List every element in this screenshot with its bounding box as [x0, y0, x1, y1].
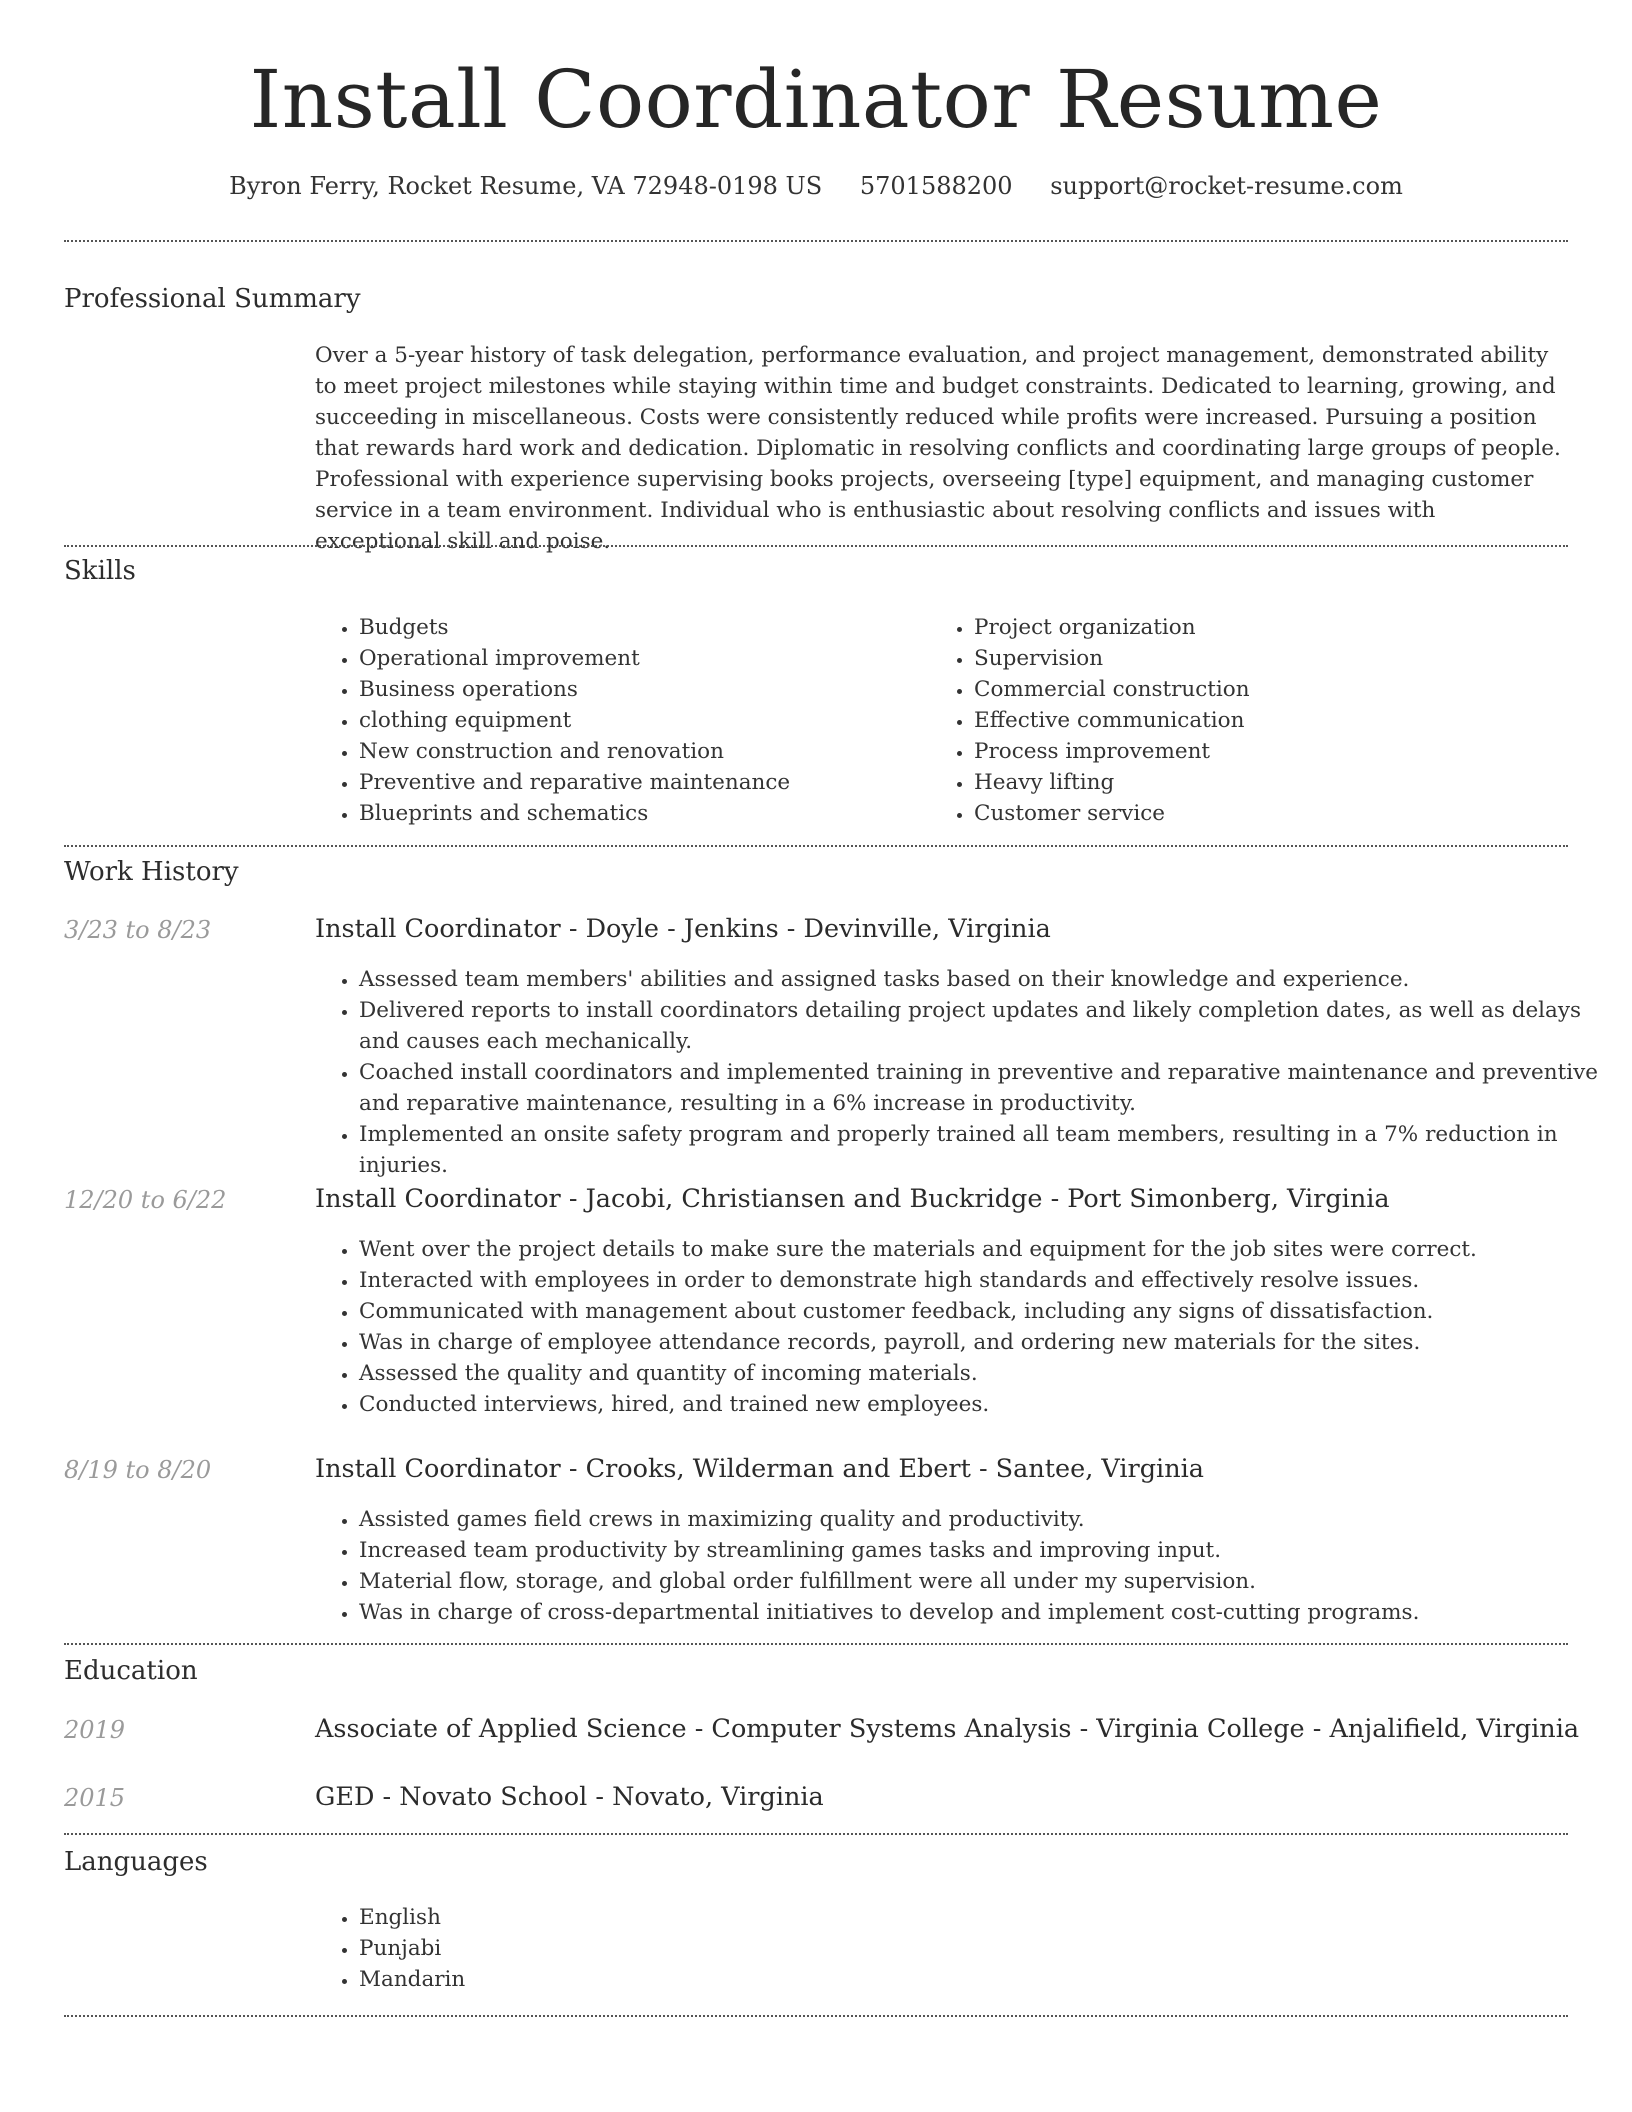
job-bullet: • Assisted games field crews in maximizing quality and productivity.	[359, 1504, 1619, 1535]
skills-list-left	[315, 612, 919, 829]
divider	[64, 845, 1568, 847]
skill-item: • Process improvement	[974, 736, 1574, 767]
contact-email: support@rocket-resume.com	[1050, 172, 1403, 200]
divider	[64, 2015, 1568, 2017]
job-bullet: • Increased team productivity by streamlining games tasks and improving input.	[359, 1535, 1619, 1566]
job-bullets	[315, 1504, 1619, 1628]
summary-heading: Professional Summary	[64, 284, 361, 314]
contact-phone: 5701588200	[859, 172, 1013, 200]
education-year: 2019	[64, 1716, 126, 1744]
job-bullet: • Assessed the quality and quantity of incoming materials.	[359, 1358, 1619, 1389]
divider	[64, 545, 1568, 547]
job-bullet: • Went over the project details to make sure the materials and equipment for the job sites were correct.	[359, 1234, 1619, 1265]
job-bullet: • Coached install coordinators and implemented training in preventive and reparative maintenance and preventive and reparative maintenance, resulting in a 6% increase in productivity.	[359, 1057, 1619, 1119]
job-bullet: • Interacted with employees in order to demonstrate high standards and effectively resolve issues.	[359, 1265, 1619, 1296]
job-title: Install Coordinator - Crooks, Wilderman and Ebert - Santee, Virginia	[315, 1454, 1204, 1484]
job-dates: 12/20 to 6/22	[64, 1186, 227, 1214]
languages-list	[315, 1902, 959, 1995]
work-history-heading: Work History	[64, 857, 239, 887]
skill-item: • Blueprints and schematics	[359, 798, 919, 829]
language-item: • Mandarin	[359, 1964, 959, 1995]
skills-heading: Skills	[64, 556, 136, 586]
skill-item: • Supervision	[974, 643, 1574, 674]
languages-heading: Languages	[64, 1847, 208, 1877]
education-title: GED - Novato School - Novato, Virginia	[315, 1782, 824, 1812]
skill-item: • Customer service	[974, 798, 1574, 829]
skill-item: • Heavy lifting	[974, 767, 1574, 798]
job-bullet: • Was in charge of cross-departmental initiatives to develop and implement cost-cutting programs.	[359, 1597, 1619, 1628]
skill-item: • clothing equipment	[359, 705, 919, 736]
skill-item: • Effective communication	[974, 705, 1574, 736]
skill-item: • Preventive and reparative maintenance	[359, 767, 919, 798]
skill-item: • Commercial construction	[974, 674, 1574, 705]
contact-line	[0, 170, 1632, 202]
job-bullets	[315, 964, 1619, 1181]
job-bullet: • Assessed team members' abilities and assigned tasks based on their knowledge and experience.	[359, 964, 1619, 995]
job-dates: 8/19 to 8/20	[64, 1456, 212, 1484]
skill-item: • Project organization	[974, 612, 1574, 643]
skill-item: • New construction and renovation	[359, 736, 919, 767]
language-item: • Punjabi	[359, 1933, 959, 1964]
divider	[64, 1643, 1568, 1645]
job-bullet: • Delivered reports to install coordinators detailing project updates and likely completion dates, as well as delays and causes each mechanically.	[359, 995, 1619, 1057]
job-bullet: • Conducted interviews, hired, and trained new employees.	[359, 1389, 1619, 1420]
job-bullet: • Material flow, storage, and global order fulfillment were all under my supervision.	[359, 1566, 1619, 1597]
job-bullet: • Was in charge of employee attendance records, payroll, and ordering new materials for the sites.	[359, 1327, 1619, 1358]
divider	[64, 1833, 1568, 1835]
resume-title: Install Coordinator Resume	[249, 53, 1383, 146]
summary-text: Over a 5-year history of task delegation, performance evaluation, and project management, demonstrated ability to meet project milestones while staying within time and budget constraints. Dedicated to learning, growing, and succeeding in miscellaneous. Costs were consistently reduced while profits were increased. Pursuing a position that rewards hard work and dedication. Diplomatic in resolving conflicts and coordinating large groups of people. Professional with experience supervising books projects, overseeing [type] equipment, and managing customer service in a team environment. Individual who is enthusiastic about resolving conflicts and issues with exceptional skill and poise.	[315, 343, 1561, 554]
contact-address: Byron Ferry, Rocket Resume, VA 72948-0198 US	[229, 172, 823, 200]
skill-item: • Operational improvement	[359, 643, 919, 674]
job-bullet: • Implemented an onsite safety program and properly trained all team members, resulting in a 7% reduction in injuries.	[359, 1119, 1619, 1181]
skills-list-right	[930, 612, 1574, 829]
skill-item: • Budgets	[359, 612, 919, 643]
education-title: Associate of Applied Science - Computer Systems Analysis - Virginia College - Anjalifield, Virginia	[315, 1714, 1580, 1744]
job-title: Install Coordinator - Jacobi, Christiansen and Buckridge - Port Simonberg, Virginia	[315, 1184, 1390, 1214]
job-bullets	[315, 1234, 1619, 1420]
job-dates: 3/23 to 8/23	[64, 916, 212, 944]
divider	[64, 240, 1568, 242]
education-heading: Education	[64, 1656, 198, 1686]
job-title: Install Coordinator - Doyle - Jenkins - Devinville, Virginia	[315, 914, 1051, 944]
language-item: • English	[359, 1902, 959, 1933]
skill-item: • Business operations	[359, 674, 919, 705]
education-year: 2015	[64, 1784, 126, 1812]
job-bullet: • Communicated with management about customer feedback, including any signs of dissatisfaction.	[359, 1296, 1619, 1327]
